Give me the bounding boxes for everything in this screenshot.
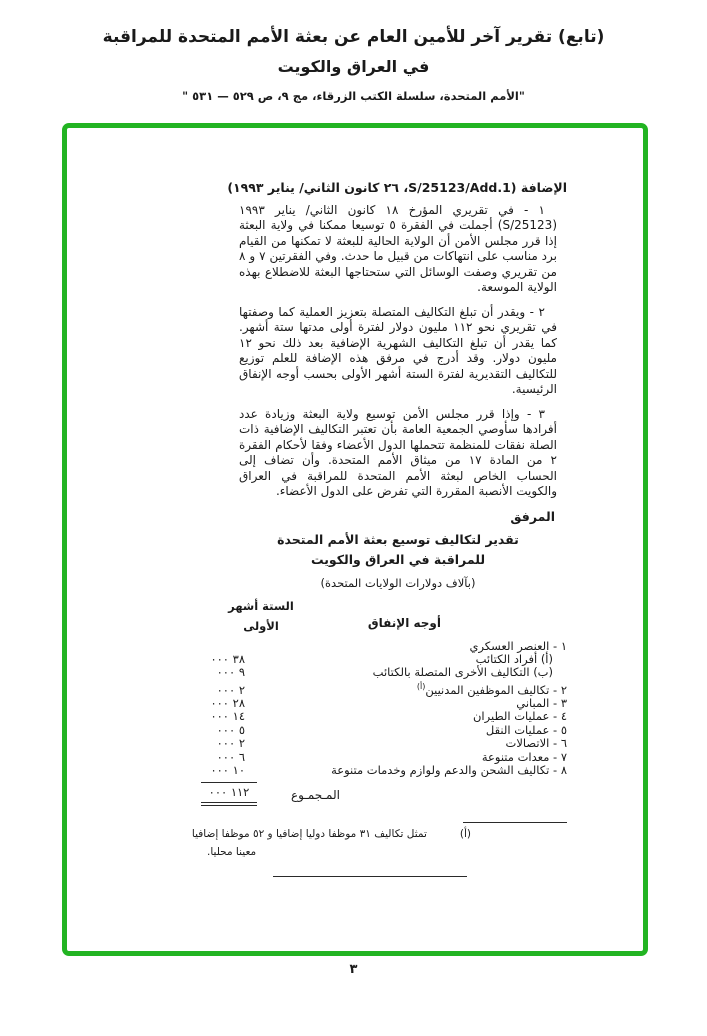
table-row (199, 724, 567, 737)
table-row (199, 710, 567, 723)
annex-title-line1: تقدير لتكاليف توسيع بعثة الأمم المتحدة (277, 532, 519, 547)
annex-subtitle: (بآلاف دولارات الولايات المتحدة) (320, 576, 476, 590)
total-label: المـجمـوع (290, 788, 340, 803)
row-label: ٥ - عمليات النقل (485, 722, 567, 737)
row-value: ٣٨ ٠٠٠ (210, 651, 245, 666)
row-value: ٢ ٠٠٠ (216, 736, 245, 751)
paragraph-3: ٣ - وإذا قرر مجلس الأمن توسيع ولاية البعثة وزيادة عدد أفرادها سأوصي الجمعية العامة بأن تعتبر التكاليف الإضافية ذات الصلة نفقات للمنظمة تتحملها الدول الأعضاء وفقا لأحكام الفقرة ٢ من المادة ١٧ من ميثاق الأمم المتحدة. وأن تضاف إلى الحساب الخاص لبعثة الأمم المتحدة للمراقبة في العراق والكويت الأنصبة المقررة التي تفرض على الدول الأعضاء. (239, 406, 557, 498)
highlight-box (62, 123, 648, 956)
row-value: ٢٨ ٠٠٠ (210, 695, 245, 710)
table-row (199, 653, 567, 666)
column-header-amount (221, 596, 301, 636)
row-label: ٨ - تكاليف الشحن والدعم ولوازم وخدمات متنوعة (331, 762, 567, 777)
source-citation: "الأمم المتحدة، سلسلة الكتب الزرقاء، مج ٩، ص ٥٢٩ — ٥٣١ " (182, 89, 525, 103)
end-of-document-rule (273, 876, 467, 877)
row-value: ٢ ٠٠٠ (216, 682, 245, 697)
footnote-marker: (أ) (459, 828, 471, 841)
paragraph-1: ١ - في تقريري المؤرخ ١٨ كانون الثاني/ يناير ١٩٩٣ (S/25123) أجملت في الفقرة ٥ توسيعا ممكنا في ولاية البعثة إذا قرر مجلس الأمن أن الولاية الحالية للبعثة لا تمكنها من القيام برد مناسب على انتهاكات من قبيل ما حدث. وفي الفقرتين ٧ و ٨ من تقريري وصفت الوسائل التي ستحتاجها البعثة للاضطلاع بهذه الولاية الموسعة. (239, 202, 557, 294)
column-header-items: أوجه الإنفاق (367, 615, 441, 630)
annex-title-line2: للمراقبة في العراق والكويت (310, 552, 486, 567)
table-row (199, 640, 567, 653)
report-title-line2: في العراق والكويت (277, 57, 430, 76)
column-header-amount-line2: الأولى (243, 618, 279, 633)
footnote-text: تمثل تكاليف ٣١ موظفا دوليا إضافيا و ٥٢ موظفا إضافيا (191, 828, 427, 841)
table-row (199, 666, 567, 679)
row-value: ٩ ٠٠٠ (216, 665, 245, 680)
paragraph-2: ٢ - ويقدر أن تبلغ التكاليف المتصلة بتعزيز العملية كما وصفتها في تقريري نحو ١١٢ مليون دولار لفترة أولى مدتها ستة أشهر. كما يقدر أن تبلغ التكاليف الشهرية الإضافية بعد ذلك نحو ١٢ مليون دولار. وقد أدرج في مرفق هذه الإضافة للعلم توزيع للتكاليف التقديرية لفترة الستة أشهر الأولى بحسب أوجه الإنفاق الرئيسية. (239, 304, 557, 396)
table-header (199, 596, 567, 640)
row-value: ٦ ٠٠٠ (216, 749, 245, 764)
row-value: ١٠ ٠٠٠ (210, 762, 245, 777)
table-row (199, 680, 567, 697)
row-value: ١٤ ٠٠٠ (210, 709, 245, 724)
row-label: ٣ - المباني (516, 695, 567, 710)
footnote-separator (463, 822, 567, 823)
table-row (199, 764, 567, 777)
page-number: ٣ (349, 962, 358, 977)
row-label-text: ٢ - تكاليف الموظفين المدنيين (425, 682, 567, 697)
column-header-amount-line1: الستة أشهر (228, 598, 294, 613)
report-title-line1: (تابع) تقرير آخر للأمين العام عن بعثة الأمم المتحدة للمراقبة (102, 27, 605, 47)
footnote-reference: (أ) (416, 681, 426, 691)
table-row (199, 737, 567, 750)
row-label: (ب) التكاليف الأخرى المتصلة بالكتائب (372, 665, 553, 680)
row-label: ٤ - عمليات الطيران (472, 709, 567, 724)
table-total-row (199, 782, 567, 816)
row-label (245, 680, 567, 697)
footnote-line1 (191, 827, 567, 843)
annex-label: المرفق (510, 508, 555, 524)
scanned-page-content (191, 180, 567, 877)
row-value: ٥ ٠٠٠ (216, 722, 245, 737)
document-header (0, 26, 707, 104)
total-value: ١١٢ ٠٠٠ (201, 782, 257, 806)
addendum-heading: الإضافة (S/25123/Add.1، ٢٦ كانون الثاني/ يناير ١٩٩٣) (227, 180, 567, 195)
row-label: ١ - العنصر العسكري (469, 638, 567, 653)
row-label: (أ) أفراد الكتائب (475, 651, 553, 666)
row-label: ٧ - معدات متنوعة (481, 749, 567, 764)
row-label: ٦ - الاتصالات (505, 736, 567, 751)
table-row (199, 751, 567, 764)
footnote-line2: معينا محليا. (207, 845, 257, 858)
table-row (199, 697, 567, 710)
